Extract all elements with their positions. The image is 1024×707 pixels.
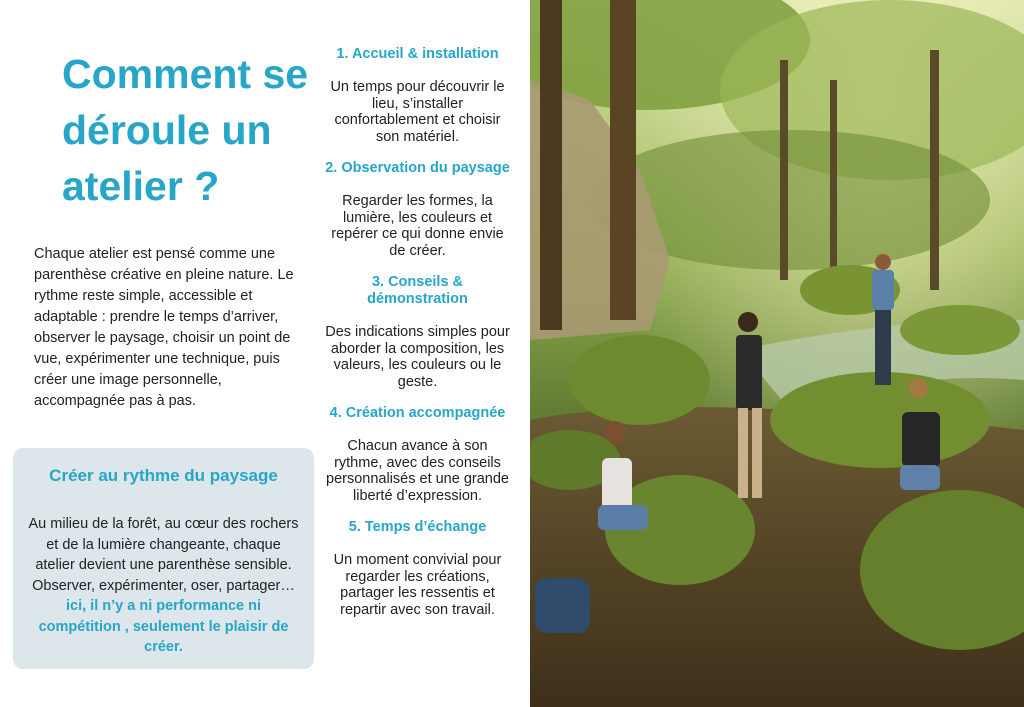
callout-highlight: ici, il n’y a ni performance ni compétition , seulement le plaisir de créer. xyxy=(38,598,289,655)
step-title: 1. Accueil & installation xyxy=(336,46,499,62)
page-title: Comment se déroule un atelier ? xyxy=(62,51,309,209)
step-text: Chacun avance à son rythme, avec des conseils personnalisés et une grande liberté d’expression. xyxy=(326,438,509,504)
callout-box xyxy=(13,448,314,669)
callout-heading: Créer au rythme du paysage xyxy=(49,466,278,485)
step-item xyxy=(325,46,510,145)
step-item xyxy=(325,519,510,618)
step-text: Un temps pour découvrir le lieu, s’installer confortablement et choisir son matériel. xyxy=(330,79,505,145)
forest-workshop-photo xyxy=(530,0,1024,707)
step-text: Des indications simples pour aborder la composition, les valeurs, les couleurs ou le geste. xyxy=(325,324,510,390)
step-title: 3. Conseils & démonstration xyxy=(367,274,468,307)
step-item xyxy=(325,405,510,504)
callout-body: Au milieu de la forêt, au cœur des rochers et de la lumière changeante, chaque atelier devient une parenthèse sensible. Observer, expérimenter, oser, partager… xyxy=(28,516,299,594)
step-title: 4. Création accompagnée xyxy=(329,405,506,421)
callout-text xyxy=(27,514,300,658)
step-item xyxy=(325,274,510,390)
step-text: Regarder les formes, la lumière, les couleurs et repérer ce qui donne envie de créer. xyxy=(331,193,504,259)
step-title: 2. Observation du paysage xyxy=(325,160,510,176)
step-item xyxy=(325,160,510,259)
step-text: Un moment convivial pour regarder les créations, partager les ressentis et repartir avec son travail. xyxy=(333,552,502,618)
step-title: 5. Temps d’échange xyxy=(348,519,487,535)
intro-paragraph: Chaque atelier est pensé comme une parenthèse créative en pleine nature. Le rythme reste simple, accessible et adaptable : prendre le temps d’arriver, observer le paysage, choisir un point de vue, expérimenter une technique, puis créer une image personnelle, accompagnée pas à pas. xyxy=(34,246,294,409)
forest-illustration xyxy=(530,0,1024,707)
steps-list xyxy=(325,46,510,618)
